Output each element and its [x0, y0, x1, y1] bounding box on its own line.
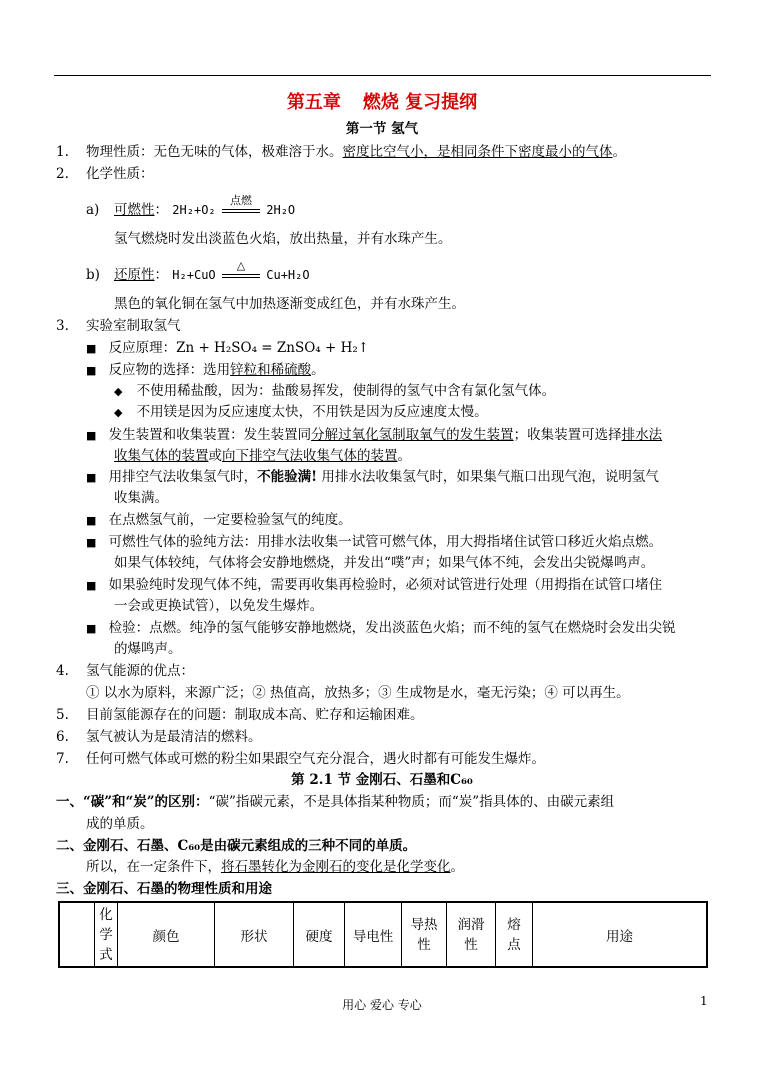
bold-warning: 不能验满!	[257, 469, 318, 485]
bullet-text: 发生装置和收集装置：发生装置同	[108, 427, 312, 443]
item-number: 1.	[56, 144, 69, 160]
bullet-text: 反应物的选择：选用	[108, 362, 231, 378]
equation-products: Cu+H₂O	[266, 268, 310, 282]
underlined-text: 分解过氧化氢制取氧气的发生装置	[311, 427, 514, 443]
item-text: 物理性质：无色无味的气体，极难溶于水。	[86, 144, 343, 160]
item-text: 氢气能源的优点：	[86, 663, 194, 679]
page-footer: 用心 爱心 专心	[342, 998, 422, 1012]
item-4	[56, 662, 194, 680]
sub-item-b	[86, 258, 310, 284]
item-text: 任何可燃气体或可燃的粉尘如果跟空气充分混合，遇火时都有可能发生爆炸。	[86, 751, 545, 767]
sub-item-a	[86, 193, 296, 219]
item-1	[56, 143, 626, 161]
square-bullet-icon: ■	[86, 342, 97, 355]
bullet-text: 在点燃氢气前，一定要检验氢气的纯度。	[108, 512, 352, 528]
table-header-cell: 形状	[215, 902, 294, 967]
bullet-test	[86, 619, 676, 638]
bullet-apparatus	[86, 426, 662, 445]
table-header-row	[59, 902, 707, 967]
page-number: 1	[700, 994, 708, 1008]
condition-label: 点燃	[229, 193, 252, 207]
item-7	[56, 750, 545, 768]
header-text: 熔点	[507, 916, 521, 953]
table-header-cell: 导电性	[345, 902, 402, 967]
header-text: 导热性	[410, 916, 438, 953]
underlined-text: 将石墨转化为金刚石的变化是化学变化	[221, 859, 451, 875]
bullet-text: 或	[208, 448, 222, 464]
square-bullet-icon: ■	[86, 364, 97, 377]
part-one	[56, 793, 614, 811]
part-text: “碳”指碳元素，不是具体指某种物质；而“炭”指具体的、由碳元素组	[208, 794, 615, 810]
part-two: 二、金刚石、石墨、C₆₀是由碳元素组成的三种不同的单质。	[56, 838, 417, 854]
table-header-cell: 用途	[533, 902, 708, 967]
reduction-description: 黑色的氧化铜在氢气中加热逐渐变成红色，并有水珠产生。	[114, 296, 465, 312]
square-bullet-icon: ■	[86, 579, 97, 592]
equation-condition	[220, 258, 262, 283]
bullet-purity-method	[86, 533, 662, 552]
colon: ：	[154, 267, 168, 283]
square-bullet-icon: ■	[86, 536, 97, 549]
item-5	[56, 706, 424, 724]
square-bullet-icon: ■	[86, 622, 97, 635]
bullet-text: 。	[397, 448, 411, 464]
item-number: 7.	[56, 751, 69, 767]
item-number: 4.	[56, 663, 69, 679]
diamond-bullet-icon: ◆	[114, 385, 123, 398]
item-4-advantages: ① 以水为原料，来源广泛；② 热值高，放热多；③ 生成物是水，毫无污染；④ 可以再生。	[86, 685, 630, 701]
item-number: 6.	[56, 729, 69, 745]
bullet-collection-cont: 收集满。	[114, 490, 168, 506]
item-text: 目前氢能源存在的问题：制取成本高、贮存和运输困难。	[86, 707, 424, 723]
bullet-collection	[86, 468, 659, 487]
bullet-purity-method-cont: 如果气体较纯，气体将会安静地燃烧，并发出“噗”声；如果气体不纯，会发出尖锐爆鸣声。	[114, 555, 655, 571]
equation-reactants: 2H₂+O₂	[172, 203, 216, 217]
bullet-purity-check	[86, 511, 352, 530]
underlined-text: 排水法	[621, 427, 663, 443]
chapter-label: 第五章	[286, 92, 341, 113]
table-header-cell: 颜色	[118, 902, 215, 967]
square-bullet-icon: ■	[86, 514, 97, 527]
section-heading-hydrogen: 第一节 氢气	[345, 121, 419, 137]
equation-condition	[220, 193, 262, 218]
underlined-text: 锌粒和稀硫酸	[230, 362, 312, 378]
item-text: 氢气被认为是最清洁的燃料。	[86, 729, 262, 745]
item-text: 化学性质：	[86, 166, 154, 182]
header-text: 化学式	[99, 906, 113, 963]
bullet-text: 检验：点燃。纯净的氢气能够安静地燃烧，发出淡蓝色火焰；而不纯的氢气在燃烧时会发出尖锐	[108, 620, 676, 636]
bullet-text: ；收集装置可选择	[513, 427, 622, 443]
page-title	[0, 88, 764, 114]
table-header-cell	[59, 902, 95, 967]
table-header-cell: 硬度	[294, 902, 345, 967]
item-number: 3.	[56, 318, 69, 334]
square-bullet-icon: ■	[86, 429, 97, 442]
property-title: 还原性	[114, 267, 155, 283]
bullet-impure-handling-cont: 一会或更换试管），以免发生爆炸。	[114, 598, 324, 614]
part-text: 。	[450, 859, 464, 875]
condition-label: △	[236, 258, 246, 272]
part-two-cont	[86, 858, 464, 876]
item-6	[56, 728, 262, 746]
table-header-cell	[496, 902, 533, 967]
table-header-cell	[95, 902, 118, 967]
bullet-impure-handling	[86, 576, 662, 595]
sub-label: b)	[86, 267, 100, 283]
part-one-cont: 成的单质。	[86, 816, 154, 832]
bullet-text: 。	[311, 362, 325, 378]
bullet-apparatus-cont	[114, 447, 411, 465]
square-bullet-icon: ■	[86, 471, 97, 484]
combustion-description: 氢气燃烧时发出淡蓝色火焰，放出热量，并有水珠产生。	[114, 231, 452, 247]
item-3	[56, 317, 181, 335]
bullet-text: 可燃性气体的验纯方法：用排水法收集一试管可燃气体，用大拇指堵住试管口移近火焰点燃。	[108, 534, 663, 550]
bullet-text: 如果验纯时发现气体不纯，需要再收集再检验时，必须对试管进行处理（用拇指在试管口堵住	[108, 577, 663, 593]
properties-table	[58, 901, 708, 968]
item-2	[56, 165, 154, 183]
item-text: 实验室制取氢气	[86, 318, 181, 334]
equation-products: 2H₂O	[266, 203, 296, 217]
bullet-text: 用排水法收集氢气时，如果集气瓶口出现气泡，说明氢气	[317, 469, 659, 485]
bullet-test-cont: 的爆鸣声。	[114, 641, 182, 657]
colon: ：	[154, 202, 168, 218]
underlined-text: 收集气体的装置	[114, 448, 209, 464]
part-text: 所以，在一定条件下，	[86, 859, 221, 875]
underlined-text: 向下排空气法收集气体的装置	[222, 448, 398, 464]
header-text: 润滑性	[457, 916, 485, 953]
underlined-text: 密度比空气小，是相同条件下密度最小的气体	[342, 144, 613, 160]
section-heading-carbon: 第 2.1 节 金刚石、石墨和C₆₀	[291, 772, 473, 788]
table-header-cell	[402, 902, 447, 967]
sub-label: a)	[86, 202, 100, 218]
item-text: 。	[612, 144, 626, 160]
bullet-text: 不用镁是因为反应速度太快，不用铁是因为反应速度太慢。	[136, 404, 488, 420]
item-number: 5.	[56, 707, 69, 723]
diamond-item-1	[114, 382, 555, 401]
item-number: 2.	[56, 166, 69, 182]
diamond-bullet-icon: ◆	[114, 406, 123, 419]
table-header-cell	[447, 902, 496, 967]
header-rule	[54, 75, 711, 76]
bullet-text: 用排空气法收集氢气时，	[108, 469, 258, 485]
part-three: 三、金刚石、石墨的物理性质和用途	[56, 881, 272, 897]
bullet-reaction-principle	[86, 339, 369, 358]
diamond-item-2	[114, 403, 488, 422]
chapter-title: 燃烧 复习提纲	[362, 92, 478, 113]
bullet-text: 反应原理：Zn + H₂SO₄ = ZnSO₄ + H₂↑	[108, 340, 370, 356]
part-heading: 一、“碳”和“炭”的区别：	[56, 794, 209, 810]
bullet-text: 不使用稀盐酸，因为：盐酸易挥发，使制得的氢气中含有氯化氢气体。	[136, 383, 556, 399]
bullet-reactant-choice	[86, 361, 325, 380]
equation-reactants: H₂+CuO	[172, 268, 216, 282]
property-title: 可燃性	[114, 202, 155, 218]
